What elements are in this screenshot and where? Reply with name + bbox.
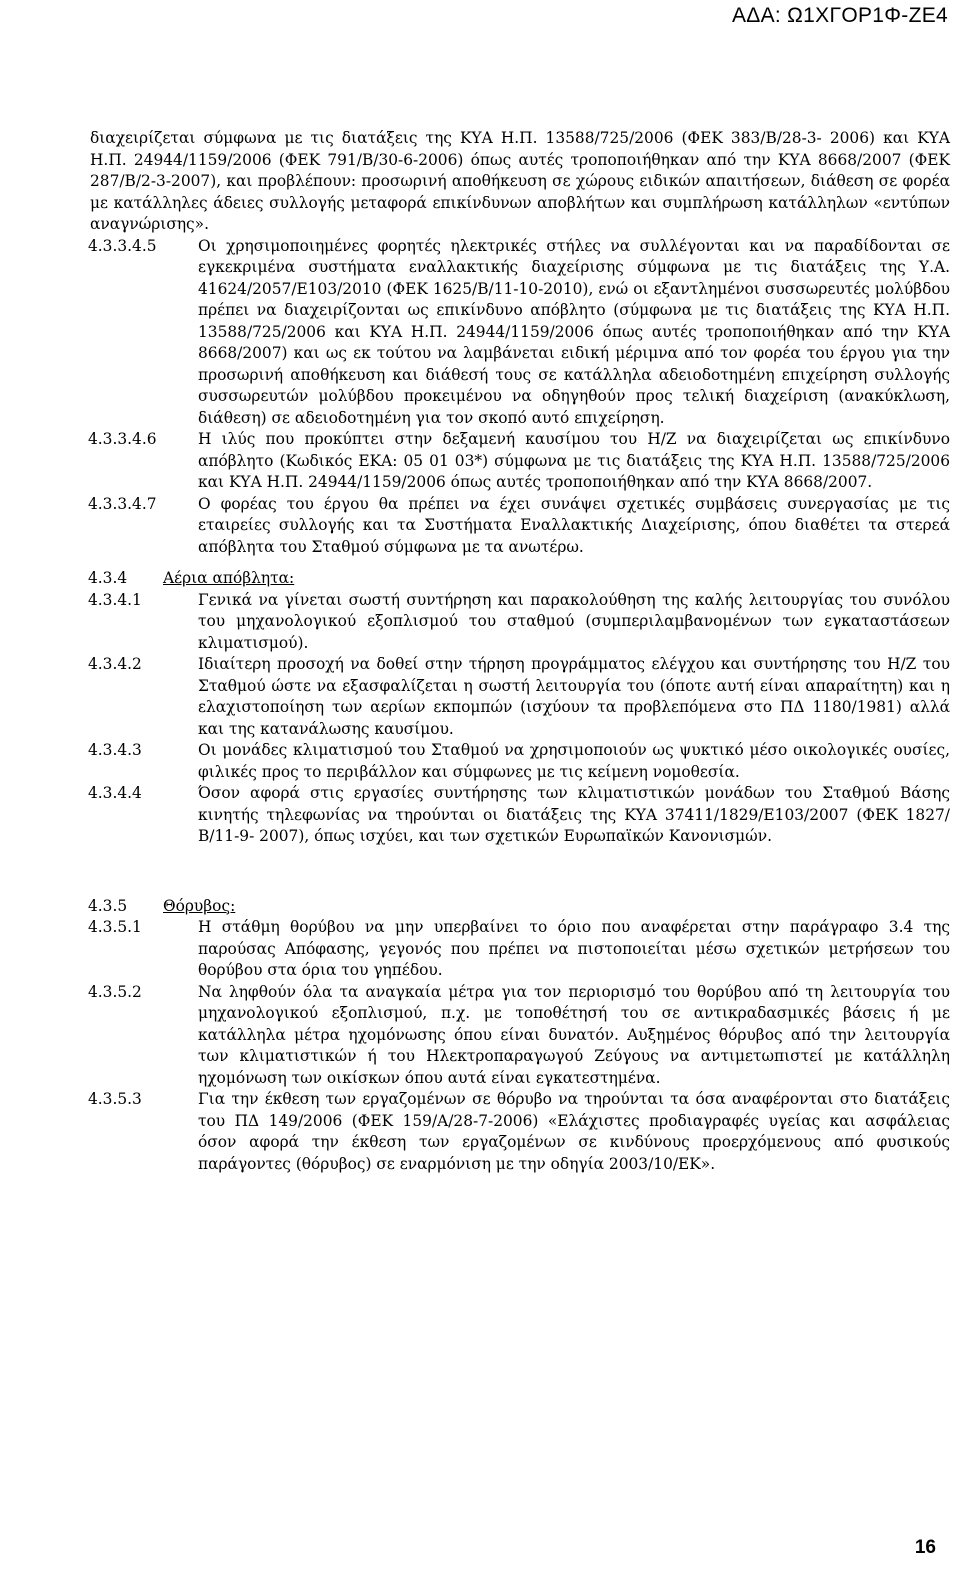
section-title: Αέρια απόβλητα: [163,569,295,587]
section-heading-noise [90,896,950,918]
ada-code: ΑΔΑ: Ω1ΧΓΟΡ1Φ-ΖΕ4 [731,4,948,27]
item-text: Γενικά να γίνεται σωστή συντήρηση και παρακολούθηση της καλής λειτουργίας του συνόλου του μηχανολογικού εξοπλισμού του σταθμού (συμπεριλαμβανομένων των εγκαταστάσεων κλιματισμού). [198,590,950,652]
item-number: 4.3.4.1 [88,590,142,609]
list-item [90,783,950,848]
item-number: 4.3.3.4.5 [88,236,157,255]
list-item [90,590,950,655]
item-number: 4.3.3.4.6 [88,430,157,448]
document-body [90,128,950,1175]
page-number: 16 [914,1537,936,1558]
item-text: Ο φορέας του έργου θα πρέπει να έχει συνάψει σχετικές συμβάσεις συνεργασίας με τις εταιρείες συλλογής και τα Συστήματα Εναλλακτικής Διαχείρισης, όπου διαθέτει τα στερεά απόβλητα του Σταθμού σύμφωνα με τα ανωτέρω. [198,494,950,556]
list-item [90,429,950,494]
item-text: Η στάθμη θορύβου να μην υπερβαίνει το όριο που αναφέρεται στην παράγραφο 3.4 της παρούσας Απόφασης, γεγονός που πρέπει να πιστοποιείται μέσω σχετικών μετρήσεων του θορύβου στα όρια του γηπέδου. [198,918,950,979]
item-number: 4.3.5.2 [88,982,142,1001]
item-text: Οι χρησιμοποιημένες φορητές ηλεκτρικές στήλες να συλλέγονται και να παραδίδονται σε εγκεκριμένα συστήματα εναλλακτικής διαχείρισης σύμφωνα με τις διατάξεις της Υ.Α. 41624/2057/Ε103/2010 (ΦΕΚ 1625/Β/11-10-2010), ενώ οι εξαντλημένοι συσσωρευτές μολύβδου πρέπει να διαχειρίζονται ως επικίνδυνο απόβλητο (σύμφωνα με τις διατάξεις της ΚΥΑ Η.Π. 13588/725/2006 και ΚΥΑ Η.Π. 24944/1159/2006 όπως αυτές τροποποιήθηκαν από την ΚΥΑ 8668/2007) και ως εκ τούτου να λαμβάνεται ειδική μέριμνα από τον φορέα του έργου για την προσωρινή αποθήκευση και διάθεσή τους σε κατάλληλα αδειοδοτημένη επιχείρηση συλλογής συσσωρευτών μολύβδου προκειμένου να οδηγηθούν προς τελική διαχείριση (ανακύκλωση, διάθεση) σε αδειοδοτημένη για τον σκοπό αυτό επιχείρηση. [198,236,950,427]
item-number: 4.3.3.4.7 [88,494,157,513]
item-text: Για την έκθεση των εργαζομένων σε θόρυβο να τηρούνται τα όσα αναφέρονται στο διατάξεις του ΠΔ 149/2006 (ΦΕΚ 159/Α/28-7-2006) «Ελάχιστες προδιαγραφές υγείας και ασφάλειας όσον αφορά την έκθεση των εργαζομένων σε κινδύνους προερχόμενους από φυσικούς παράγοντες (θόρυβος) σε εναρμόνιση με την οδηγία 2003/10/ΕΚ». [198,1090,950,1173]
item-number: 4.3.4.2 [88,655,142,673]
item-number: 4.3.5.3 [88,1090,142,1108]
list-item [90,1089,950,1175]
item-number: 4.3.5.1 [88,918,142,936]
item-number: 4.3.4.4 [88,784,142,802]
list-item [90,917,950,982]
item-text: Όσον αφορά στις εργασίες συντήρησης των κλιματιστικών μονάδων του Σταθμού Βάσης κινητής τηλεφωνίας να τηρούνται οι διατάξεις της ΚΥΑ 37411/1829/Ε103/2007 (ΦΕΚ 1827/Β/11-9- 2007), όπως ισχύει, και των σχετικών Ευρωπαϊκών Κανονισμών. [198,784,950,845]
section-number: 4.3.5 [88,896,128,915]
intro-paragraph: διαχειρίζεται σύμφωνα με τις διατάξεις της ΚΥΑ Η.Π. 13588/725/2006 (ΦΕΚ 383/Β/28-3- 2006) και ΚΥΑ Η.Π. 24944/1159/2006 (ΦΕΚ 791/Β/30-6-2006) όπως αυτές τροποποιήθηκαν από την ΚΥΑ 8668/2007 (ΦΕΚ 287/Β/2-3-2007), και προβλέπουν: προσωρινή αποθήκευση σε χώρους ειδικών απαιτήσεων, διάθεση σε φορέα με κατάλληλες άδειες συλλογής μεταφορά επικίνδυνων αποβλήτων και συμπλήρωση κατάλληλων «εντύπων αναγνώρισης». [90,129,950,233]
section-heading-air-waste [90,568,950,590]
item-number: 4.3.4.3 [88,741,142,759]
list-item [90,982,950,1090]
item-text: Οι μονάδες κλιματισμού του Σταθμού να χρησιμοποιούν ως ψυκτικό μέσο οικολογικές ουσίες, φιλικές προς το περιβάλλον και σύμφωνες με τις κείμενη νομοθεσία. [198,741,950,781]
section-number: 4.3.4 [88,569,128,587]
list-item [90,494,950,559]
item-text: Η ιλύς που προκύπτει στην δεξαμενή καυσίμου του Η/Ζ να διαχειρίζεται ως επικίνδυνο απόβλητο (Κωδικός ΕΚΑ: 05 01 03*) σύμφωνα με τις διατάξεις της ΚΥΑ Η.Π. 13588/725/2006 και ΚΥΑ Η.Π. 24944/1159/2006 όπως αυτές τροποποιήθηκαν από την ΚΥΑ 8668/2007. [198,430,950,491]
section-title: Θόρυβος: [163,896,236,915]
list-item [90,740,950,783]
item-text: Να ληφθούν όλα τα αναγκαία μέτρα για τον περιορισμό του θορύβου από τη λειτουργία του μηχανολογικού εξοπλισμού, π.χ. με τοποθέτησή του σε αντικραδασμικές βάσεις ή με κατάλληλα μέτρα ηχομόνωσης όπου είναι δυνατόν. Αυξημένος θόρυβος από την λειτουργία των κλιματιστικών ή του Ηλεκτροπαραγωγού Ζεύγους να αντιμετωπιστεί με κατάλληλη ηχομόνωση των οικίσκων όπου αυτά είναι εγκατεστημένα. [198,982,950,1087]
list-item [90,236,950,430]
list-item [90,654,950,740]
item-text: Ιδιαίτερη προσοχή να δοθεί στην τήρηση προγράμματος ελέγχου και συντήρησης του Η/Ζ του Σταθμού ώστε να εξασφαλίζεται η σωστή λειτουργία του (όποτε αυτή είναι απαραίτητη) και η ελαχιστοποίηση των αερίων εκπομπών (ισχύουν τα προβλεπόμενα στο ΠΔ 1180/1981) αλλά και της κατανάλωσης καυσίμου. [198,655,950,738]
